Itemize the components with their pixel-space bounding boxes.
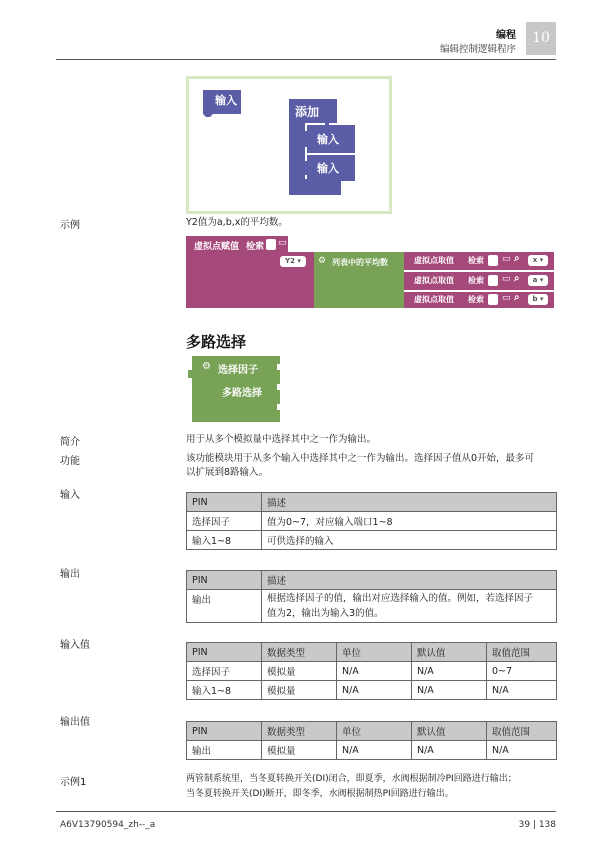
- table-cell: 0~7: [487, 662, 557, 681]
- figure-list-blocks: [186, 76, 392, 214]
- table-cell: 输入1~8: [187, 531, 262, 550]
- table-row: [187, 741, 557, 760]
- header-title: 编程: [496, 30, 516, 41]
- outputs-table: [186, 570, 557, 623]
- header-subtitle: 编辑控制逻辑程序: [439, 44, 516, 55]
- function-label: 功能: [60, 456, 80, 467]
- table-cell: N/A: [412, 662, 487, 681]
- table-header-cell: PIN: [187, 571, 262, 590]
- y2-dropdown[interactable]: Y2 ▾: [280, 256, 306, 267]
- read-search-icon-2: ⌕: [514, 273, 520, 284]
- table-cell: N/A: [487, 741, 557, 760]
- read-block-label-2: 虚拟点取值: [414, 276, 454, 285]
- table-cell: 输出: [187, 590, 262, 623]
- var-dropdown-b[interactable]: b ▾: [528, 294, 548, 305]
- inputs-table: [186, 492, 557, 550]
- table-header-cell: 描述: [262, 571, 557, 590]
- intro-label: 简介: [60, 437, 80, 448]
- example-label: 示例: [60, 220, 80, 231]
- outputs-label: 输出: [60, 569, 80, 580]
- table-header-cell: PIN: [187, 722, 262, 741]
- output-desc-line-1: 根据选择因子的值，输出对应选择输入的值。例如，若选择因子: [267, 593, 534, 604]
- example1-label: 示例1: [60, 777, 87, 788]
- table-header-row: [187, 722, 557, 741]
- read-block-label-1: 虚拟点取值: [414, 256, 454, 265]
- add-input-1-label: 输入: [317, 133, 339, 146]
- table-header-cell: 取值范围: [487, 643, 557, 662]
- read-search-label-2: 检索: [468, 276, 484, 285]
- table-header-cell: PIN: [187, 493, 262, 512]
- select-gear-icon: ⚙: [202, 361, 211, 372]
- output-values-label: 输出值: [60, 717, 90, 728]
- assign-list-icon: ▭: [278, 238, 287, 248]
- table-row: [187, 681, 557, 700]
- assign-search-icon: ⌕: [291, 237, 297, 248]
- output-desc-line-2: 值为2，输出为输入3的值。: [267, 608, 384, 619]
- example1-line-1: 两管制系统里，当冬夏转换开关(DI)闭合，即夏季，水阀根据制冷PI回路进行输出；: [186, 774, 517, 784]
- table-cell: N/A: [337, 681, 412, 700]
- example-blocks-svg: [186, 236, 556, 310]
- table-cell: [262, 590, 557, 623]
- read-list-icon-2: ▭: [502, 274, 511, 284]
- input-values-label: 输入值: [60, 640, 90, 651]
- table-cell: 选择因子: [187, 512, 262, 531]
- table-row: [187, 531, 557, 550]
- multi-select-block: [188, 356, 284, 422]
- input-values-table: [186, 642, 557, 700]
- table-row: [187, 662, 557, 681]
- var-dropdown-a[interactable]: a ▾: [528, 275, 548, 286]
- table-cell: 模拟量: [262, 741, 337, 760]
- example-text: Y2值为a,b,x的平均数。: [186, 217, 288, 228]
- average-gear-icon: ⚙: [318, 256, 327, 266]
- add-block-label: 添加: [295, 105, 320, 119]
- multi-select-label: 多路选择: [222, 388, 262, 399]
- y2-text: Y2: [285, 257, 295, 265]
- table-header-cell: 数据类型: [262, 722, 337, 741]
- table-cell: 可供选择的输入: [262, 531, 557, 550]
- table-row: [187, 512, 557, 531]
- read-block-label-3: 虚拟点取值: [414, 295, 454, 304]
- section-title: 多路选择: [186, 333, 247, 351]
- table-cell: 输出: [187, 741, 262, 760]
- table-cell: N/A: [337, 662, 412, 681]
- table-cell: N/A: [487, 681, 557, 700]
- table-cell: 模拟量: [262, 662, 337, 681]
- var-dropdown-x[interactable]: x ▾: [528, 255, 548, 266]
- table-cell: 值为0~7，对应输入端口1~8: [262, 512, 557, 531]
- table-cell: 选择因子: [187, 662, 262, 681]
- table-cell: N/A: [412, 681, 487, 700]
- assign-block-label: 虚拟点赋值: [194, 242, 240, 252]
- footer-rule: [56, 811, 556, 812]
- select-factor-label: 选择因子: [218, 365, 258, 376]
- read-search-label-3: 检索: [468, 295, 484, 304]
- var-x-text: x: [532, 256, 538, 264]
- table-header-cell: 单位: [337, 722, 412, 741]
- footer-doc-id: A6V13790594_zh--_a: [60, 820, 156, 830]
- table-header-cell: 默认值: [412, 643, 487, 662]
- table-cell: 输入1~8: [187, 681, 262, 700]
- read-search-box-3: [488, 294, 498, 305]
- read-search-label-1: 检索: [468, 256, 484, 265]
- table-header-row: [187, 571, 557, 590]
- var-b-text: b: [532, 295, 538, 303]
- chapter-number: 10: [526, 22, 556, 55]
- input-block-label: 输入: [215, 94, 237, 107]
- table-cell: N/A: [337, 741, 412, 760]
- read-search-box-2: [488, 275, 498, 286]
- read-search-icon-1: ⌕: [514, 253, 520, 264]
- read-search-box-1: [488, 255, 498, 266]
- function-text-line-2: 以扩展到8路输入。: [186, 467, 269, 478]
- intro-text: 用于从多个模拟量中选择其中之一作为输出。: [186, 434, 377, 445]
- function-text-line-1: 该功能模块用于从多个输入中选择其中之一作为输出。选择因子值从0开始，最多可: [186, 453, 535, 464]
- read-list-icon-3: ▭: [502, 293, 511, 303]
- footer-page-number: 39 | 138: [518, 820, 556, 830]
- output-values-table: [186, 721, 557, 760]
- table-header-cell: PIN: [187, 643, 262, 662]
- table-header-cell: 单位: [337, 643, 412, 662]
- read-search-icon-3: ⌕: [514, 292, 520, 303]
- table-header-cell: 默认值: [412, 722, 487, 741]
- table-header-row: [187, 493, 557, 512]
- average-block-label: 列表中的平均数: [332, 258, 388, 267]
- assign-search-box: [266, 239, 276, 250]
- add-input-2-label: 输入: [317, 162, 339, 175]
- example-blocks: [186, 236, 556, 310]
- read-list-icon-1: ▭: [502, 254, 511, 264]
- table-header-cell: 取值范围: [487, 722, 557, 741]
- var-a-text: a: [532, 276, 538, 284]
- table-header-row: [187, 643, 557, 662]
- table-cell: N/A: [412, 741, 487, 760]
- add-block-bottom: [289, 179, 341, 195]
- table-row: [187, 590, 557, 623]
- header-rule: [56, 59, 556, 60]
- assign-search-label: 检索: [246, 242, 265, 252]
- example1-line-2: 当冬夏转换开关(DI)断开，即冬季，水阀根据制热PI回路进行输出。: [186, 789, 454, 799]
- inputs-label: 输入: [60, 490, 80, 501]
- table-header-cell: 描述: [262, 493, 557, 512]
- table-cell: 模拟量: [262, 681, 337, 700]
- table-header-cell: 数据类型: [262, 643, 337, 662]
